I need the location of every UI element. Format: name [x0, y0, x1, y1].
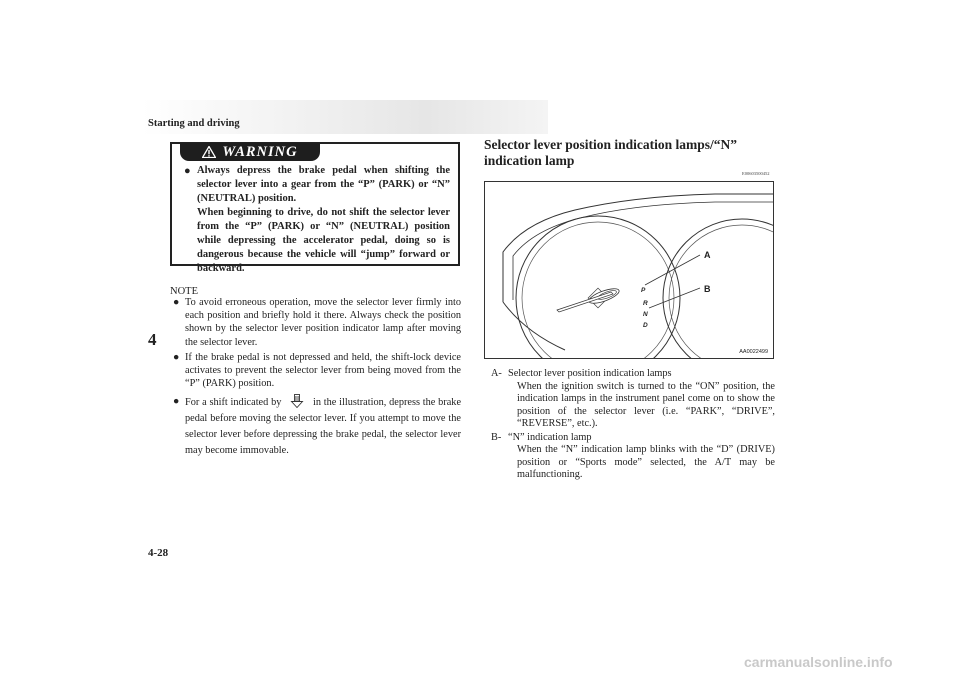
- bullet-icon: ●: [173, 351, 180, 363]
- header-title: Starting and driving: [148, 118, 240, 129]
- callout-letter: A-: [491, 368, 502, 379]
- callout-label-b: B: [704, 284, 711, 294]
- bullet-icon: ●: [173, 297, 180, 308]
- page-number: 4-28: [148, 547, 169, 559]
- bullet-icon: ●: [173, 396, 180, 408]
- gauge-drawing: [485, 182, 773, 358]
- callout-description: When the “N” indication lamp blinks with the “D” (DRIVE) position or “Sports mode” selected, the A/T may be malfunctioning.: [517, 444, 775, 480]
- gear-letter-n: N: [643, 311, 648, 318]
- section-code: E00603500452: [742, 171, 770, 176]
- gear-letter-r: R: [643, 300, 648, 307]
- warning-header: [180, 143, 320, 161]
- callout-label-a: A: [704, 250, 711, 260]
- gear-letter-d: D: [643, 322, 648, 329]
- note-list: [173, 296, 461, 461]
- callout-list: [491, 368, 775, 483]
- warning-item: [184, 164, 450, 276]
- bullet-icon: ●: [184, 165, 191, 177]
- callout-item: [491, 432, 775, 482]
- note-item: [173, 394, 461, 459]
- warning-paragraph-1: Always depress the brake pedal when shifting the selector lever into a gear from the “P” (PARK) or “N” (NEUTRAL) position.: [197, 165, 450, 204]
- note-text: If the brake pedal is not depressed and held, the shift-lock device activates to prevent the selector lever from being moved from the “P” (PARK) position.: [185, 351, 461, 390]
- note-item: [173, 296, 461, 349]
- note-text-after: in the illustration, depress the brake pedal before moving the selector lever. If you attempt to move the selector lever before depressing the brake pedal, the selector lever may become immovable.: [185, 397, 462, 457]
- chapter-number: 4: [148, 330, 157, 349]
- note-item: [173, 351, 461, 391]
- callout-description: When the ignition switch is turned to the “ON” position, the indication lamps in the instrument panel come on to show the position of the selector lever (i.e. “PARK”, “DRIVE”, “REVERSE”, etc.).: [517, 380, 775, 429]
- warning-title: WARNING: [222, 143, 298, 160]
- callout-letter: B-: [491, 431, 502, 443]
- note-text-before: For a shift indicated by: [185, 397, 282, 409]
- warning-box: [170, 142, 460, 274]
- callout-title: “N” indication lamp: [508, 431, 592, 443]
- gear-letter-p: P: [641, 287, 646, 294]
- shift-arrow-icon: [290, 394, 304, 408]
- figure-code: AA0022499: [739, 349, 768, 355]
- callout-title: Selector lever position indication lamps: [508, 368, 672, 379]
- note-text: To avoid erroneous operation, move the selector lever firmly into each position and briefly hold it there. Always check the position shown by the selector lever position indicator lamp after moving the selector lever.: [185, 297, 461, 348]
- warning-paragraph-2: When beginning to drive, do not shift the selector lever from the “P” (PARK) or “N” (NEUTRAL) position while depressing the accelerator pedal, doing so is dangerous because the vehicle will “jump” forward or backward.: [197, 207, 450, 274]
- instrument-panel-illustration: [484, 181, 774, 359]
- note-label: NOTE: [170, 286, 198, 297]
- footer-watermark-url: carmanualsonline.info: [744, 654, 893, 670]
- warning-triangle-icon: [202, 146, 216, 158]
- callout-item: [491, 368, 775, 431]
- section-title: Selector lever position indication lamps/“N” indication lamp: [484, 137, 737, 168]
